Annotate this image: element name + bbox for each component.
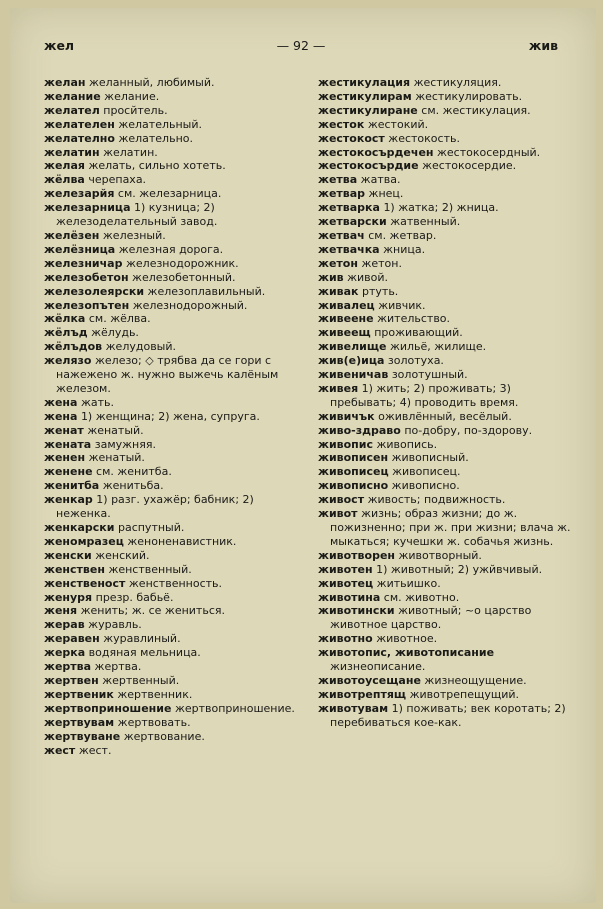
translation: жестокосердный. bbox=[437, 145, 541, 159]
headword: жетва bbox=[318, 173, 358, 187]
translation: желательно. bbox=[118, 131, 193, 145]
translation: женоненавистник. bbox=[127, 534, 237, 548]
dictionary-entry bbox=[44, 410, 302, 424]
headword: животворен bbox=[318, 548, 395, 562]
translation: черепаха. bbox=[88, 173, 147, 187]
dictionary-entry bbox=[318, 173, 580, 187]
headword: живописен bbox=[318, 451, 389, 465]
headword: женуря bbox=[44, 590, 93, 604]
dictionary-entry bbox=[44, 243, 302, 257]
dictionary-entry bbox=[44, 549, 302, 563]
headword: желание bbox=[44, 89, 101, 103]
headword: женствен bbox=[44, 562, 105, 576]
dictionary-entry bbox=[318, 493, 580, 507]
translation: см. жетвар. bbox=[368, 228, 437, 242]
dictionary-entry bbox=[44, 465, 302, 479]
headword: женкар bbox=[44, 493, 93, 507]
dictionary-entry bbox=[44, 118, 302, 132]
translation: железоплавильный. bbox=[147, 284, 266, 298]
translation: жнец. bbox=[368, 187, 404, 201]
dictionary-entry bbox=[318, 451, 580, 465]
translation: животное. bbox=[376, 632, 438, 646]
dictionary-entry bbox=[318, 243, 580, 257]
headword: железарйя bbox=[44, 187, 115, 201]
dictionary-entry bbox=[318, 257, 580, 271]
dictionary-entry bbox=[318, 118, 580, 132]
headword: животен bbox=[318, 562, 373, 576]
translation: жертвоприношение. bbox=[174, 701, 295, 715]
translation: жница. bbox=[383, 242, 426, 256]
translation: железнодорожный. bbox=[132, 298, 248, 312]
headword: железолеярски bbox=[44, 284, 145, 298]
headword: животоусещане bbox=[318, 673, 421, 687]
headword: животрептящ bbox=[318, 687, 407, 701]
translation: жильё, жилище. bbox=[389, 340, 487, 354]
dictionary-entry bbox=[318, 271, 580, 285]
headword: жетон bbox=[318, 256, 358, 270]
translation: журавль. bbox=[88, 618, 142, 632]
dictionary-entry bbox=[318, 132, 580, 146]
headword: жертвен bbox=[44, 673, 99, 687]
dictionary-entry bbox=[44, 451, 302, 465]
headword: животно bbox=[318, 632, 373, 646]
translation: женить; ж. се жениться. bbox=[80, 604, 225, 618]
translation: оживлённый, весёлый. bbox=[378, 409, 512, 423]
headword: жестикулация bbox=[318, 76, 411, 89]
dictionary-entry bbox=[318, 577, 580, 591]
translation: жизнеощущение. bbox=[424, 673, 527, 687]
dictionary-entry bbox=[44, 604, 302, 618]
headword: женене bbox=[44, 465, 93, 479]
translation: железнодорожник. bbox=[125, 256, 239, 270]
headword: желая bbox=[44, 159, 85, 173]
dictionary-entry bbox=[318, 674, 580, 688]
dictionary-entry bbox=[318, 312, 580, 326]
headword: живописно bbox=[318, 479, 389, 493]
dictionary-entry bbox=[44, 76, 302, 90]
dictionary-entry bbox=[44, 521, 302, 535]
translation: женитьба. bbox=[102, 479, 164, 493]
headword: живичък bbox=[318, 409, 375, 423]
translation: жертвование. bbox=[123, 729, 205, 743]
translation: железобетонный. bbox=[132, 270, 236, 284]
dictionary-entry bbox=[318, 229, 580, 243]
dictionary-entry bbox=[44, 173, 302, 187]
dictionary-entry bbox=[318, 563, 580, 577]
translation: женский. bbox=[95, 548, 150, 562]
headword: жёлка bbox=[44, 312, 86, 326]
dictionary-entry bbox=[44, 257, 302, 271]
headword: живописец bbox=[318, 465, 389, 479]
translation: 1) кузница; 2) железоделательный завод. bbox=[56, 201, 218, 229]
translation: живописный. bbox=[391, 451, 469, 465]
dictionary-entry bbox=[44, 271, 302, 285]
translation: жестокосердие. bbox=[422, 159, 517, 173]
dictionary-entry bbox=[318, 688, 580, 702]
dictionary-entry bbox=[44, 146, 302, 160]
translation: замужняя. bbox=[94, 437, 156, 451]
headword: женен bbox=[44, 451, 86, 465]
translation: 1) женщина; 2) жена, супруга. bbox=[80, 409, 260, 423]
headword: желателно bbox=[44, 131, 115, 145]
dictionary-entry bbox=[44, 577, 302, 591]
headword: желатин bbox=[44, 145, 100, 159]
headword: жерав bbox=[44, 618, 85, 632]
dictionary-entry bbox=[44, 187, 302, 201]
headword: жёлъдов bbox=[44, 340, 103, 354]
headword: женитба bbox=[44, 479, 100, 493]
headword: жестикулирам bbox=[318, 89, 412, 103]
headword: животец bbox=[318, 576, 374, 590]
dictionary-entry bbox=[318, 285, 580, 299]
headword: жестокосърдечен bbox=[318, 145, 434, 159]
headword: жетварски bbox=[318, 215, 387, 229]
translation: см. жёлва. bbox=[88, 312, 151, 326]
dictionary-entry bbox=[318, 465, 580, 479]
dictionary-entry bbox=[318, 549, 580, 563]
dictionary-entry bbox=[44, 354, 302, 396]
translation: животрепещущий. bbox=[409, 687, 520, 701]
translation: жатвенный. bbox=[390, 215, 461, 229]
headword: жест bbox=[44, 743, 76, 757]
headword: женски bbox=[44, 548, 92, 562]
headword: жертва bbox=[44, 660, 92, 674]
translation: 1) поживать; век коротать; 2) перебиваться кое-как. bbox=[330, 701, 566, 729]
translation: желатин. bbox=[103, 145, 158, 159]
translation: женственность. bbox=[128, 576, 223, 590]
dictionary-entry bbox=[44, 563, 302, 577]
dictionary-entry bbox=[44, 340, 302, 354]
translation: жертвенный. bbox=[102, 673, 180, 687]
headword: железничар bbox=[44, 256, 123, 270]
dictionary-entry bbox=[44, 312, 302, 326]
dictionary-entry bbox=[318, 299, 580, 313]
dictionary-entry bbox=[318, 646, 580, 674]
dictionary-entry bbox=[318, 90, 580, 104]
headword: живот bbox=[318, 507, 358, 521]
translation: желание. bbox=[104, 89, 160, 103]
dictionary-entry bbox=[318, 340, 580, 354]
dictionary-entry bbox=[44, 326, 302, 340]
dictionary-entry bbox=[44, 424, 302, 438]
headword: животина bbox=[318, 590, 381, 604]
translation: жать. bbox=[80, 395, 114, 409]
left-column bbox=[44, 76, 302, 757]
dictionary-entry bbox=[44, 632, 302, 646]
dictionary-entry bbox=[44, 229, 302, 243]
translation: житьишко. bbox=[376, 576, 441, 590]
dictionary-entry bbox=[318, 410, 580, 424]
translation: жёлудь. bbox=[91, 326, 139, 340]
translation: презр. бабьё. bbox=[95, 590, 174, 604]
dictionary-entry bbox=[318, 368, 580, 382]
dictionary-entry bbox=[44, 90, 302, 104]
headword: жестокосърдие bbox=[318, 159, 419, 173]
headword: женственост bbox=[44, 576, 126, 590]
headword: жертвоприношение bbox=[44, 701, 172, 715]
dictionary-entry bbox=[318, 632, 580, 646]
dictionary-entry bbox=[44, 132, 302, 146]
translation: жестикуляция. bbox=[413, 76, 502, 89]
translation: 1) разг. ухажёр; бабник; 2) неженка. bbox=[56, 493, 254, 521]
dictionary-entry bbox=[44, 591, 302, 605]
headword: железобетон bbox=[44, 270, 129, 284]
headword: жесток bbox=[318, 117, 365, 131]
translation: ртуть. bbox=[362, 284, 399, 298]
headword: жетвар bbox=[318, 187, 366, 201]
headword: жив(е)ица bbox=[318, 354, 385, 368]
headword: желязо bbox=[44, 354, 92, 368]
dictionary-entry bbox=[44, 618, 302, 632]
headword: живелище bbox=[318, 340, 387, 354]
translation: живопись. bbox=[376, 437, 438, 451]
dictionary-entry bbox=[44, 702, 302, 716]
translation: жизнеописание. bbox=[330, 660, 426, 674]
headword: живеене bbox=[318, 312, 374, 326]
dictionary-entry bbox=[318, 354, 580, 368]
translation: женственный. bbox=[108, 562, 192, 576]
translation: желанный, любимый. bbox=[89, 76, 215, 89]
dictionary-entry bbox=[318, 604, 580, 632]
translation: золотушный. bbox=[391, 368, 468, 382]
dictionary-entry bbox=[318, 438, 580, 452]
right-column bbox=[318, 76, 580, 730]
translation: золотуха. bbox=[387, 354, 444, 368]
headword: жертвеник bbox=[44, 687, 114, 701]
dictionary-entry bbox=[318, 187, 580, 201]
headword: жетвачка bbox=[318, 242, 380, 256]
dictionary-entry bbox=[44, 716, 302, 730]
dictionary-page bbox=[10, 8, 596, 903]
headword: живак bbox=[318, 284, 359, 298]
page-number: — 92 — bbox=[276, 38, 326, 53]
dictionary-entry bbox=[318, 201, 580, 215]
headword: животопис, животописание bbox=[318, 646, 495, 660]
translation: железная дорога. bbox=[118, 242, 224, 256]
translation: живость; подвижность. bbox=[367, 493, 506, 507]
dictionary-entry bbox=[44, 299, 302, 313]
translation: желать, сильно хотеть. bbox=[88, 159, 226, 173]
translation: жестокость. bbox=[388, 131, 460, 145]
headword: животински bbox=[318, 604, 395, 618]
translation: распутный. bbox=[117, 521, 185, 534]
headword: живо-здраво bbox=[318, 423, 401, 437]
headword: желателен bbox=[44, 117, 115, 131]
translation: жертва. bbox=[94, 660, 142, 674]
translation: женатый. bbox=[87, 423, 144, 437]
headword: женкарски bbox=[44, 521, 115, 534]
headword: жеравен bbox=[44, 632, 100, 646]
headword: жерка bbox=[44, 646, 86, 660]
headword: жестокост bbox=[318, 131, 385, 145]
translation: жестикулировать. bbox=[415, 89, 523, 103]
translation: живописно. bbox=[391, 479, 460, 493]
dictionary-entry bbox=[318, 507, 580, 549]
dictionary-entry bbox=[318, 424, 580, 438]
headword: жёлъд bbox=[44, 326, 88, 340]
headword: женя bbox=[44, 604, 78, 618]
translation: 1) жатка; 2) жница. bbox=[383, 201, 499, 215]
dictionary-entry bbox=[318, 591, 580, 605]
headword: жена bbox=[44, 409, 78, 423]
headword: живеничав bbox=[318, 368, 389, 382]
dictionary-entry bbox=[318, 702, 580, 730]
translation: жительство. bbox=[377, 312, 451, 326]
dictionary-entry bbox=[44, 201, 302, 229]
translation: живописец. bbox=[392, 465, 461, 479]
translation: жест. bbox=[78, 743, 112, 757]
dictionary-entry bbox=[44, 688, 302, 702]
dictionary-entry bbox=[318, 76, 580, 90]
header-last-word: жив bbox=[528, 38, 558, 53]
headword: железарница bbox=[44, 201, 131, 215]
dictionary-entry bbox=[318, 215, 580, 229]
headword: жената bbox=[44, 437, 92, 451]
dictionary-entry bbox=[44, 674, 302, 688]
dictionary-entry bbox=[44, 493, 302, 521]
translation: живчик. bbox=[378, 298, 426, 312]
dictionary-entry bbox=[44, 646, 302, 660]
dictionary-entry bbox=[318, 326, 580, 340]
translation: водяная мельница. bbox=[88, 646, 201, 660]
dictionary-entry bbox=[44, 285, 302, 299]
headword: живея bbox=[318, 381, 359, 395]
headword: живост bbox=[318, 493, 365, 507]
headword: желател bbox=[44, 103, 100, 117]
page-header bbox=[44, 38, 558, 58]
dictionary-entry bbox=[318, 104, 580, 118]
headword: живалец bbox=[318, 298, 375, 312]
translation: см. женитба. bbox=[96, 465, 172, 479]
headword: жетвач bbox=[318, 228, 365, 242]
dictionary-entry bbox=[318, 159, 580, 173]
translation: 1) жить; 2) проживать; 3) пребывать; 4) проводить время. bbox=[330, 381, 519, 409]
translation: железо; ◇ трябва да се гори с нажежено ж. нужно выжечь калёным железом. bbox=[56, 354, 279, 395]
translation: см. железарница. bbox=[117, 187, 222, 201]
translation: железный. bbox=[102, 228, 166, 242]
headword: желёзница bbox=[44, 242, 116, 256]
dictionary-entry bbox=[44, 438, 302, 452]
translation: проживающий. bbox=[374, 326, 463, 340]
dictionary-entry bbox=[44, 159, 302, 173]
dictionary-entry bbox=[318, 479, 580, 493]
dictionary-entry bbox=[44, 396, 302, 410]
dictionary-entry bbox=[318, 146, 580, 160]
headword: жёлва bbox=[44, 173, 85, 187]
header-first-word: жел bbox=[44, 38, 75, 53]
headword: желан bbox=[44, 76, 86, 89]
translation: просйтель. bbox=[103, 103, 168, 117]
dictionary-entry bbox=[44, 535, 302, 549]
dictionary-entry bbox=[44, 730, 302, 744]
translation: жертвенник. bbox=[117, 687, 193, 701]
translation: см. животно. bbox=[383, 590, 460, 604]
translation: жертвовать. bbox=[117, 715, 191, 729]
translation: 1) животный; 2) ужйвчивый. bbox=[376, 562, 543, 576]
translation: желательный. bbox=[118, 117, 203, 131]
translation: жестокий. bbox=[367, 117, 429, 131]
translation: по-добру, по-здорову. bbox=[404, 423, 533, 437]
translation: жатва. bbox=[360, 173, 401, 187]
headword: живеещ bbox=[318, 326, 371, 340]
headword: женат bbox=[44, 423, 84, 437]
headword: жетварка bbox=[318, 201, 380, 215]
headword: желёзен bbox=[44, 228, 100, 242]
headword: жестикулиране bbox=[318, 103, 418, 117]
translation: желудовый. bbox=[105, 340, 177, 354]
dictionary-entry bbox=[44, 104, 302, 118]
headword: жертвувам bbox=[44, 715, 115, 729]
translation: жизнь; образ жизни; до ж. пожизненно; при ж. при жизни; влача ж. мыкаться; кучешки ж. собачья жизнь. bbox=[330, 507, 571, 548]
translation: см. жестикулация. bbox=[421, 103, 531, 117]
translation: женатый. bbox=[88, 451, 145, 465]
headword: живопис bbox=[318, 437, 373, 451]
headword: железопътен bbox=[44, 298, 130, 312]
headword: жертвуване bbox=[44, 729, 121, 743]
dictionary-entry bbox=[44, 660, 302, 674]
headword: жена bbox=[44, 395, 78, 409]
dictionary-entry bbox=[44, 479, 302, 493]
translation: животный; ~о царство животное царство. bbox=[330, 604, 532, 632]
dictionary-entry bbox=[44, 744, 302, 758]
translation: животворный. bbox=[398, 548, 482, 562]
dictionary-entry bbox=[318, 382, 580, 410]
headword: жив bbox=[318, 270, 344, 284]
headword: животувам bbox=[318, 701, 389, 715]
translation: журавлиный. bbox=[103, 632, 181, 646]
headword: женомразец bbox=[44, 534, 124, 548]
translation: живой. bbox=[347, 270, 389, 284]
translation: жетон. bbox=[361, 256, 402, 270]
